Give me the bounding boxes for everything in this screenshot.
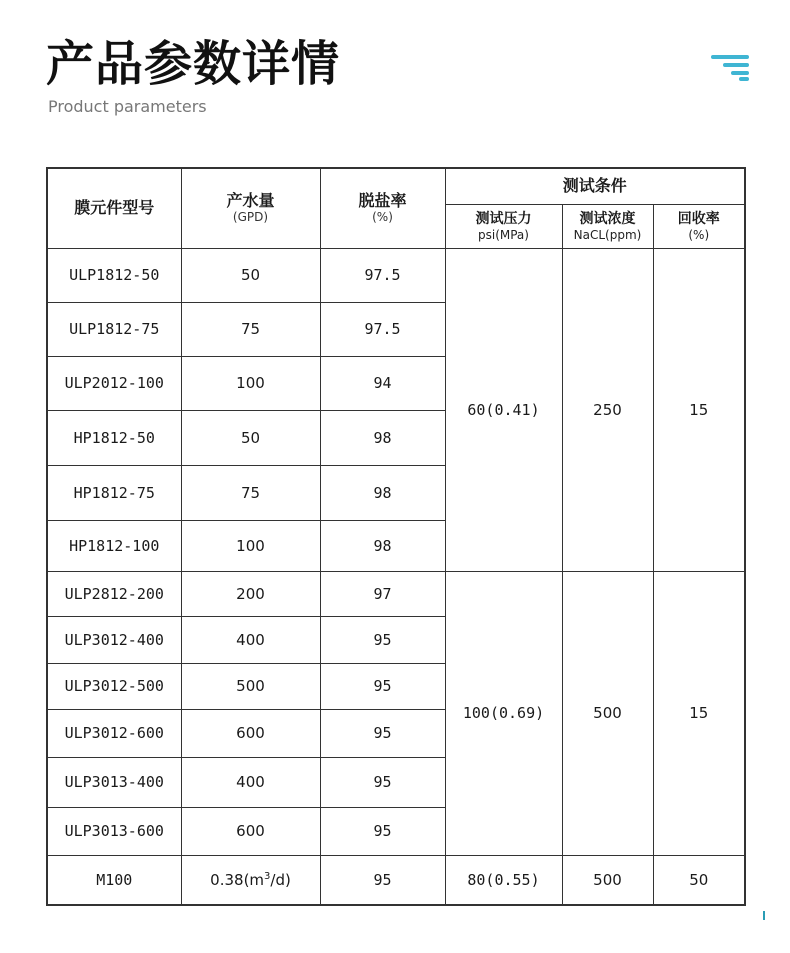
- cell-rejection: 95: [320, 757, 445, 807]
- cell-model: ULP3013-400: [47, 757, 181, 807]
- cell-flow: 400: [181, 757, 320, 807]
- cell-model: HP1812-100: [47, 520, 181, 571]
- cell-flow: 75: [181, 465, 320, 520]
- table-row: [47, 571, 745, 616]
- page-subtitle: Product parameters: [48, 97, 207, 116]
- cell-model: ULP2012-100: [47, 356, 181, 410]
- flow-value: 0.38: [210, 870, 244, 889]
- flow-unit-superscript: 3: [264, 870, 271, 882]
- cell-pressure: 60(0.41): [445, 248, 562, 571]
- cell-flow: 600: [181, 807, 320, 855]
- header-concentration: 测试浓度 NaCL(ppm): [562, 204, 653, 248]
- cell-flow: 50: [181, 248, 320, 302]
- cell-model: ULP3012-600: [47, 709, 181, 757]
- table-row: [47, 248, 745, 302]
- menu-lines-icon[interactable]: [711, 55, 749, 81]
- cell-concentration: 250: [562, 248, 653, 571]
- cell-flow: 75: [181, 302, 320, 356]
- cell-pressure: 100(0.69): [445, 571, 562, 855]
- flow-unit-prefix: (m: [243, 870, 265, 889]
- cell-concentration: 500: [562, 855, 653, 905]
- header-recovery: 回收率 (%): [653, 204, 745, 248]
- cell-recovery: 15: [653, 571, 745, 855]
- cell-flow: 600: [181, 709, 320, 757]
- cell-flow: 400: [181, 616, 320, 663]
- cell-model: ULP1812-75: [47, 302, 181, 356]
- table-row: [47, 855, 745, 905]
- header-rejection: 脱盐率 (%): [320, 168, 445, 248]
- cell-rejection: 98: [320, 465, 445, 520]
- cell-flow: 100: [181, 520, 320, 571]
- product-parameters-table: [46, 167, 746, 906]
- cell-model: ULP3013-600: [47, 807, 181, 855]
- cell-rejection: 97.5: [320, 248, 445, 302]
- cell-rejection: 98: [320, 410, 445, 465]
- cell-flow: 200: [181, 571, 320, 616]
- flow-unit-suffix: /d): [270, 870, 291, 889]
- cell-model: HP1812-50: [47, 410, 181, 465]
- cell-model: HP1812-75: [47, 465, 181, 520]
- header-model: 膜元件型号: [47, 168, 181, 248]
- cell-rejection: 95: [320, 855, 445, 905]
- cell-recovery: 15: [653, 248, 745, 571]
- cell-rejection: 95: [320, 807, 445, 855]
- cell-rejection: 97.5: [320, 302, 445, 356]
- cell-concentration: 500: [562, 571, 653, 855]
- cell-model: ULP3012-400: [47, 616, 181, 663]
- cell-flow: 100: [181, 356, 320, 410]
- cell-rejection: 95: [320, 616, 445, 663]
- cell-model: ULP2812-200: [47, 571, 181, 616]
- cell-rejection: 95: [320, 709, 445, 757]
- corner-mark: [763, 911, 765, 920]
- cell-rejection: 98: [320, 520, 445, 571]
- cell-rejection: 94: [320, 356, 445, 410]
- header-flow: 产水量 (GPD): [181, 168, 320, 248]
- cell-flow: [181, 855, 320, 905]
- cell-flow: 500: [181, 663, 320, 709]
- page-title: 产品参数详情: [46, 36, 341, 92]
- cell-model: M100: [47, 855, 181, 905]
- cell-recovery: 50: [653, 855, 745, 905]
- cell-rejection: 95: [320, 663, 445, 709]
- cell-pressure: 80(0.55): [445, 855, 562, 905]
- header-pressure: 测试压力 psi(MPa): [445, 204, 562, 248]
- cell-model: ULP1812-50: [47, 248, 181, 302]
- cell-flow: 50: [181, 410, 320, 465]
- cell-rejection: 97: [320, 571, 445, 616]
- header-test-conditions: 测试条件: [445, 168, 745, 204]
- cell-model: ULP3012-500: [47, 663, 181, 709]
